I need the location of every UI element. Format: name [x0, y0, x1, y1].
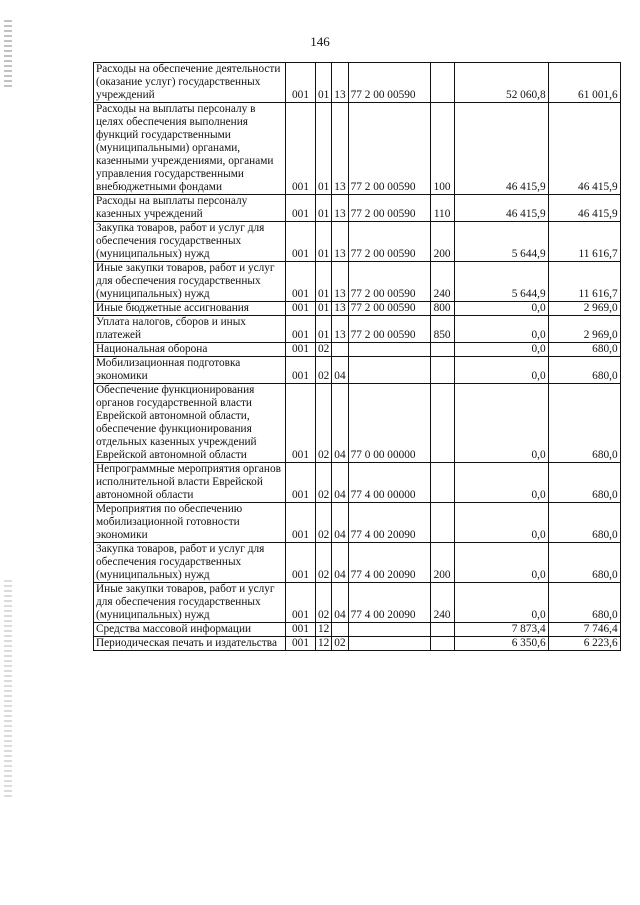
expense-type-cell — [430, 343, 454, 357]
subsection-code-cell: 04 — [332, 583, 348, 623]
target-article-cell: 77 2 00 00590 — [348, 195, 430, 222]
section-code-cell: 01 — [316, 195, 332, 222]
subsection-code-cell: 04 — [332, 384, 348, 463]
subsection-code-cell — [332, 343, 348, 357]
subsection-code-cell: 04 — [332, 463, 348, 503]
department-code-cell: 001 — [286, 343, 316, 357]
amount-year2-cell: 2 969,0 — [548, 316, 620, 343]
department-code-cell: 001 — [286, 195, 316, 222]
department-code-cell: 001 — [286, 103, 316, 195]
department-code-cell: 001 — [286, 543, 316, 583]
subsection-code-cell: 13 — [332, 262, 348, 302]
amount-year2-cell: 680,0 — [548, 543, 620, 583]
expense-name-cell: Непрограммные мероприятия органов исполнительной власти Еврейской автономной области — [94, 463, 286, 503]
table-row — [94, 222, 621, 262]
department-code-cell: 001 — [286, 463, 316, 503]
section-code-cell: 02 — [316, 503, 332, 543]
department-code-cell: 001 — [286, 583, 316, 623]
department-code-cell: 001 — [286, 63, 316, 103]
amount-year2-cell: 680,0 — [548, 343, 620, 357]
expense-type-cell — [430, 463, 454, 503]
subsection-code-cell: 13 — [332, 103, 348, 195]
amount-year1-cell: 7 873,4 — [454, 623, 548, 637]
section-code-cell: 01 — [316, 302, 332, 316]
section-code-cell: 01 — [316, 222, 332, 262]
amount-year2-cell: 680,0 — [548, 503, 620, 543]
expense-type-cell — [430, 503, 454, 543]
expense-type-cell — [430, 63, 454, 103]
target-article-cell: 77 2 00 00590 — [348, 316, 430, 343]
expense-type-cell: 110 — [430, 195, 454, 222]
section-code-cell: 02 — [316, 357, 332, 384]
expense-name-cell: Обеспечение функционирования органов государственной власти Еврейской автономной области, обеспечение функционирования отдельных казенных учреждений Еврейской автономной области — [94, 384, 286, 463]
table-row — [94, 316, 621, 343]
target-article-cell — [348, 623, 430, 637]
amount-year2-cell: 680,0 — [548, 463, 620, 503]
department-code-cell: 001 — [286, 637, 316, 651]
expense-name-cell: Национальная оборона — [94, 343, 286, 357]
amount-year2-cell: 46 415,9 — [548, 195, 620, 222]
subsection-code-cell: 13 — [332, 63, 348, 103]
amount-year1-cell: 5 644,9 — [454, 262, 548, 302]
expense-name-cell: Расходы на выплаты персоналу казенных учреждений — [94, 195, 286, 222]
page-number: 146 — [310, 34, 330, 49]
expense-name-cell: Расходы на обеспечение деятельности (оказание услуг) государственных учреждений — [94, 63, 286, 103]
subsection-code-cell: 13 — [332, 316, 348, 343]
amount-year2-cell: 11 616,7 — [548, 222, 620, 262]
amount-year1-cell: 0,0 — [454, 316, 548, 343]
subsection-code-cell: 04 — [332, 543, 348, 583]
table-row — [94, 195, 621, 222]
amount-year2-cell: 2 969,0 — [548, 302, 620, 316]
department-code-cell: 001 — [286, 357, 316, 384]
table-row — [94, 623, 621, 637]
amount-year1-cell: 0,0 — [454, 357, 548, 384]
table-row — [94, 63, 621, 103]
section-code-cell: 01 — [316, 262, 332, 302]
target-article-cell: 77 0 00 00000 — [348, 384, 430, 463]
amount-year1-cell: 0,0 — [454, 343, 548, 357]
department-code-cell: 001 — [286, 262, 316, 302]
section-code-cell: 02 — [316, 384, 332, 463]
expense-type-cell: 240 — [430, 262, 454, 302]
expense-name-cell: Закупка товаров, работ и услуг для обеспечения государственных (муниципальных) нужд — [94, 543, 286, 583]
table-row — [94, 103, 621, 195]
expense-type-cell — [430, 357, 454, 384]
amount-year2-cell: 680,0 — [548, 357, 620, 384]
table-row — [94, 384, 621, 463]
expense-name-cell: Иные бюджетные ассигнования — [94, 302, 286, 316]
amount-year1-cell: 52 060,8 — [454, 63, 548, 103]
expense-type-cell — [430, 637, 454, 651]
table-row — [94, 302, 621, 316]
table-row — [94, 583, 621, 623]
subsection-code-cell — [332, 623, 348, 637]
department-code-cell: 001 — [286, 222, 316, 262]
department-code-cell: 001 — [286, 316, 316, 343]
section-code-cell: 01 — [316, 103, 332, 195]
amount-year1-cell: 0,0 — [454, 463, 548, 503]
amount-year1-cell: 0,0 — [454, 384, 548, 463]
budget-table — [93, 62, 621, 651]
expense-type-cell — [430, 384, 454, 463]
section-code-cell: 12 — [316, 623, 332, 637]
amount-year1-cell: 5 644,9 — [454, 222, 548, 262]
amount-year1-cell: 0,0 — [454, 302, 548, 316]
department-code-cell: 001 — [286, 302, 316, 316]
expense-name-cell: Иные закупки товаров, работ и услуг для обеспечения государственных (муниципальных) нужд — [94, 262, 286, 302]
table-row — [94, 543, 621, 583]
expense-name-cell: Закупка товаров, работ и услуг для обеспечения государственных (муниципальных) нужд — [94, 222, 286, 262]
amount-year1-cell: 46 415,9 — [454, 103, 548, 195]
target-article-cell: 77 2 00 00590 — [348, 103, 430, 195]
expense-type-cell — [430, 623, 454, 637]
target-article-cell: 77 4 00 20090 — [348, 583, 430, 623]
expense-name-cell: Уплата налогов, сборов и иных платежей — [94, 316, 286, 343]
department-code-cell: 001 — [286, 623, 316, 637]
expense-name-cell: Мобилизационная подготовка экономики — [94, 357, 286, 384]
amount-year2-cell: 680,0 — [548, 583, 620, 623]
section-code-cell: 02 — [316, 343, 332, 357]
subsection-code-cell: 02 — [332, 637, 348, 651]
section-code-cell: 02 — [316, 543, 332, 583]
target-article-cell — [348, 637, 430, 651]
amount-year2-cell: 11 616,7 — [548, 262, 620, 302]
scan-artifact — [4, 20, 12, 90]
target-article-cell — [348, 357, 430, 384]
expense-name-cell: Периодическая печать и издательства — [94, 637, 286, 651]
amount-year1-cell: 46 415,9 — [454, 195, 548, 222]
expense-type-cell: 850 — [430, 316, 454, 343]
target-article-cell: 77 4 00 20090 — [348, 543, 430, 583]
table-row — [94, 637, 621, 651]
section-code-cell: 12 — [316, 637, 332, 651]
expense-name-cell: Иные закупки товаров, работ и услуг для обеспечения государственных (муниципальных) нужд — [94, 583, 286, 623]
amount-year2-cell: 61 001,6 — [548, 63, 620, 103]
expense-type-cell: 200 — [430, 222, 454, 262]
subsection-code-cell: 04 — [332, 503, 348, 543]
subsection-code-cell: 04 — [332, 357, 348, 384]
department-code-cell: 001 — [286, 503, 316, 543]
department-code-cell: 001 — [286, 384, 316, 463]
table-row — [94, 463, 621, 503]
subsection-code-cell: 13 — [332, 302, 348, 316]
expense-type-cell: 100 — [430, 103, 454, 195]
subsection-code-cell: 13 — [332, 195, 348, 222]
section-code-cell: 02 — [316, 583, 332, 623]
expense-name-cell: Средства массовой информации — [94, 623, 286, 637]
section-code-cell: 02 — [316, 463, 332, 503]
table-row — [94, 343, 621, 357]
amount-year2-cell: 680,0 — [548, 384, 620, 463]
amount-year1-cell: 0,0 — [454, 503, 548, 543]
expense-name-cell: Мероприятия по обеспечению мобилизационной готовности экономики — [94, 503, 286, 543]
subsection-code-cell: 13 — [332, 222, 348, 262]
target-article-cell — [348, 343, 430, 357]
section-code-cell: 01 — [316, 63, 332, 103]
expense-type-cell: 800 — [430, 302, 454, 316]
expense-type-cell: 240 — [430, 583, 454, 623]
amount-year2-cell: 46 415,9 — [548, 103, 620, 195]
target-article-cell: 77 4 00 20090 — [348, 503, 430, 543]
table-row — [94, 503, 621, 543]
amount-year1-cell: 0,0 — [454, 543, 548, 583]
target-article-cell: 77 2 00 00590 — [348, 222, 430, 262]
table-row — [94, 262, 621, 302]
target-article-cell: 77 2 00 00590 — [348, 302, 430, 316]
amount-year2-cell: 6 223,6 — [548, 637, 620, 651]
target-article-cell: 77 4 00 00000 — [348, 463, 430, 503]
expense-name-cell: Расходы на выплаты персоналу в целях обеспечения выполнения функций государственными (муниципальными) органами, казенными учреждениями, органами управления государственными внебюджетными фондами — [94, 103, 286, 195]
table-body — [94, 63, 621, 651]
section-code-cell: 01 — [316, 316, 332, 343]
amount-year2-cell: 7 746,4 — [548, 623, 620, 637]
scan-artifact — [4, 580, 12, 800]
table-row — [94, 357, 621, 384]
target-article-cell: 77 2 00 00590 — [348, 63, 430, 103]
amount-year1-cell: 6 350,6 — [454, 637, 548, 651]
target-article-cell: 77 2 00 00590 — [348, 262, 430, 302]
amount-year1-cell: 0,0 — [454, 583, 548, 623]
expense-type-cell: 200 — [430, 543, 454, 583]
